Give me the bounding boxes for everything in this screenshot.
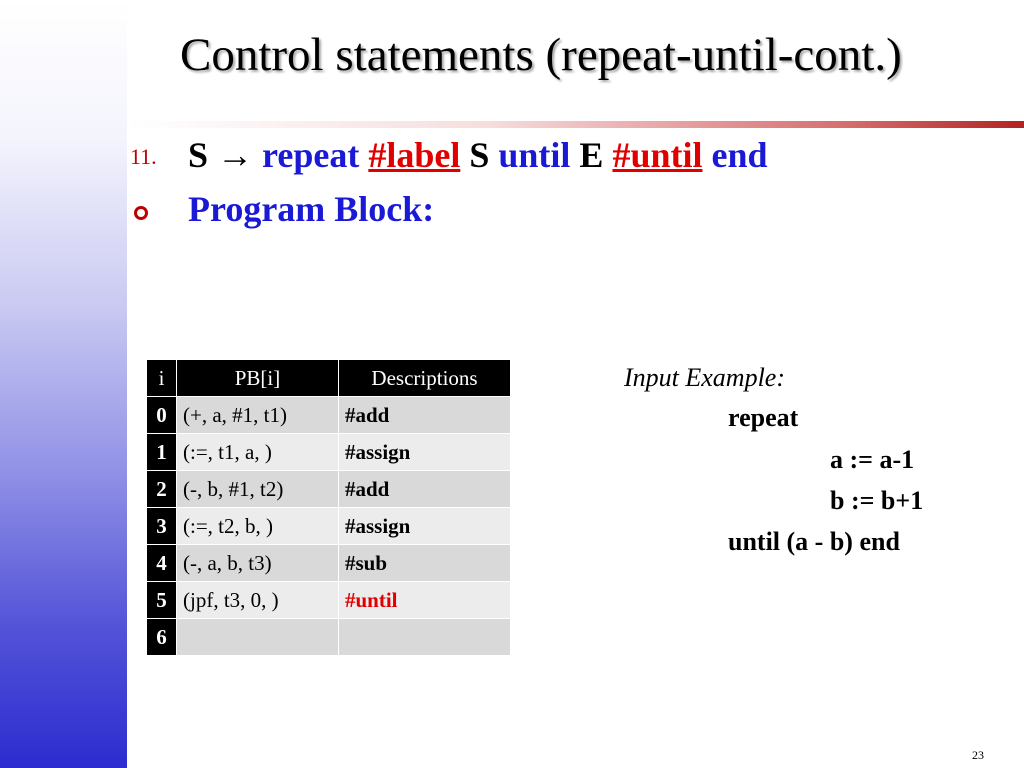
bullet-text: Program Block: bbox=[188, 189, 435, 229]
rule-action-label: #label bbox=[368, 135, 461, 175]
cell-index: 6 bbox=[147, 619, 177, 656]
side-gradient-bar bbox=[0, 0, 127, 768]
rule-lhs: S bbox=[188, 135, 209, 175]
cell-description: #sub bbox=[339, 545, 511, 582]
cell-index: 1 bbox=[147, 434, 177, 471]
table-row bbox=[147, 508, 511, 545]
rule-action-until: #until bbox=[612, 135, 703, 175]
example-line-until: until (a - b) end bbox=[728, 527, 900, 556]
table-row bbox=[147, 434, 511, 471]
cell-instruction: (jpf, t3, 0, ) bbox=[177, 582, 339, 619]
cell-index: 0 bbox=[147, 397, 177, 434]
program-block-table bbox=[146, 359, 511, 656]
cell-instruction: (+, a, #1, t1) bbox=[177, 397, 339, 434]
example-line-repeat: repeat bbox=[728, 403, 799, 432]
cell-description: #assign bbox=[339, 434, 511, 471]
cell-index: 4 bbox=[147, 545, 177, 582]
cell-instruction: (-, b, #1, t2) bbox=[177, 471, 339, 508]
example-title: Input Example: bbox=[624, 363, 786, 392]
cell-instruction: (:=, t2, b, ) bbox=[177, 508, 339, 545]
cell-index: 2 bbox=[147, 471, 177, 508]
rule-arrow-icon: → bbox=[217, 135, 254, 175]
rule-number: 11. bbox=[130, 144, 157, 169]
cell-instruction: (-, a, b, t3) bbox=[177, 545, 339, 582]
header-pb: PB[i] bbox=[177, 360, 339, 397]
rule-kw-repeat: repeat bbox=[262, 135, 360, 175]
table-row bbox=[147, 582, 511, 619]
table-row bbox=[147, 397, 511, 434]
page-number: 23 bbox=[972, 748, 984, 762]
table-row bbox=[147, 545, 511, 582]
grammar-rule bbox=[130, 134, 1010, 184]
header-descriptions: Descriptions bbox=[339, 360, 511, 397]
cell-description: #add bbox=[339, 471, 511, 508]
example-line-b: b := b+1 bbox=[830, 486, 924, 515]
table-row bbox=[147, 471, 511, 508]
rule-kw-end: end bbox=[711, 135, 768, 175]
rule-s: S bbox=[469, 135, 490, 175]
cell-instruction bbox=[177, 619, 339, 656]
cell-index: 5 bbox=[147, 582, 177, 619]
cell-description: #assign bbox=[339, 508, 511, 545]
title-divider bbox=[127, 121, 1024, 128]
circle-bullet-icon bbox=[134, 206, 148, 220]
cell-description bbox=[339, 619, 511, 656]
cell-instruction: (:=, t1, a, ) bbox=[177, 434, 339, 471]
rule-e: E bbox=[579, 135, 604, 175]
rule-body bbox=[188, 134, 768, 176]
header-i: i bbox=[147, 360, 177, 397]
cell-description: #until bbox=[339, 582, 511, 619]
cell-description: #add bbox=[339, 397, 511, 434]
table-row bbox=[147, 619, 511, 656]
slide-title: Control statements (repeat-until-cont.) bbox=[180, 29, 902, 81]
example-line-a: a := a-1 bbox=[830, 445, 915, 474]
cell-index: 3 bbox=[147, 508, 177, 545]
rule-kw-until: until bbox=[498, 135, 571, 175]
table-header-row bbox=[147, 360, 511, 397]
